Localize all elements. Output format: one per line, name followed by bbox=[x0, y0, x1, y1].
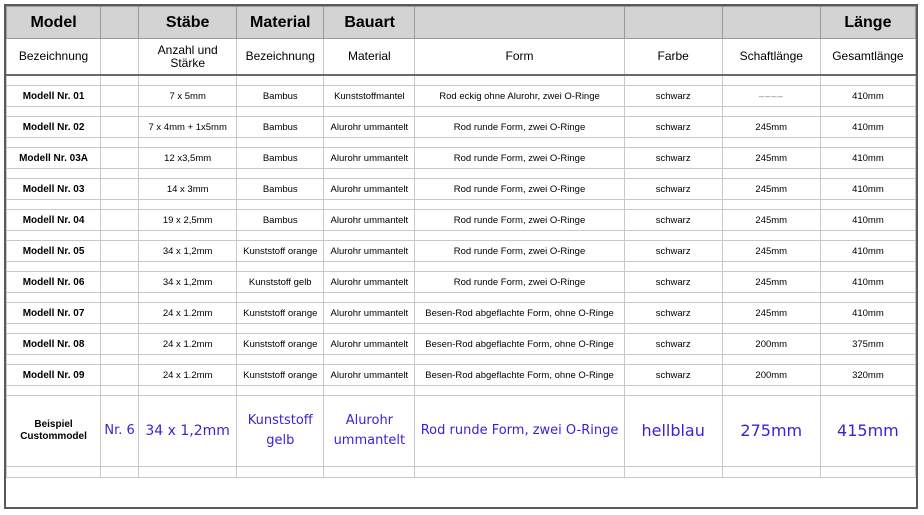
spacer-cell bbox=[324, 169, 415, 179]
cell-schaftlaenge: 200mm bbox=[722, 365, 820, 386]
table-row bbox=[7, 303, 916, 324]
cell-nr bbox=[101, 117, 139, 138]
cell-form: Rod runde Form, zwei O-Ringe bbox=[415, 179, 624, 200]
spacer-cell bbox=[324, 467, 415, 478]
spacer-cell bbox=[101, 386, 139, 396]
cell-bauart: Alurohr ummantelt bbox=[324, 334, 415, 355]
spacer-cell bbox=[7, 169, 101, 179]
table-row bbox=[7, 272, 916, 293]
spacer-cell bbox=[101, 293, 139, 303]
spacer-row bbox=[7, 169, 916, 179]
table-row bbox=[7, 117, 916, 138]
cell-model: Modell Nr. 05 bbox=[7, 241, 101, 262]
spacer-cell bbox=[7, 138, 101, 148]
cell-nr bbox=[101, 210, 139, 231]
cell-material: Kunststoff orange bbox=[237, 365, 324, 386]
spacer-cell bbox=[324, 293, 415, 303]
spacer-cell bbox=[101, 231, 139, 241]
cell-farbe: schwarz bbox=[624, 86, 722, 107]
spacer-cell bbox=[139, 107, 237, 117]
cell-gesamtlaenge: 375mm bbox=[820, 334, 915, 355]
spacer-row bbox=[7, 467, 916, 478]
spacer-cell bbox=[7, 386, 101, 396]
spacer-cell bbox=[101, 467, 139, 478]
spacer-cell bbox=[722, 355, 820, 365]
spacer-cell bbox=[820, 200, 915, 210]
spacer-row bbox=[7, 231, 916, 241]
cell-bauart: Alurohr ummantelt bbox=[324, 210, 415, 231]
spacer-row bbox=[7, 262, 916, 272]
cell-model: Modell Nr. 02 bbox=[7, 117, 101, 138]
spacer-cell bbox=[415, 467, 624, 478]
cell-bauart: Alurohr ummantelt bbox=[324, 117, 415, 138]
cell-gesamtlaenge: 410mm bbox=[820, 272, 915, 293]
cell-bauart: Alurohr ummantelt bbox=[324, 303, 415, 324]
spacer-cell bbox=[324, 231, 415, 241]
cell-staebe: 24 x 1.2mm bbox=[139, 334, 237, 355]
spacer-cell bbox=[101, 262, 139, 272]
spacer-cell bbox=[324, 200, 415, 210]
cell-form: Rod runde Form, zwei O-Ringe bbox=[415, 117, 624, 138]
spacer-cell bbox=[101, 355, 139, 365]
cell-staebe: 7 x 4mm + 1x5mm bbox=[139, 117, 237, 138]
spacer-cell bbox=[820, 355, 915, 365]
cell-schaftlaenge: –––– bbox=[722, 86, 820, 107]
cell-staebe: 34 x 1,2mm bbox=[139, 241, 237, 262]
header-blank-1 bbox=[101, 7, 139, 39]
custom-staebe: 34 x 1,2mm bbox=[139, 396, 237, 467]
spacer-cell bbox=[722, 262, 820, 272]
cell-gesamtlaenge: 320mm bbox=[820, 365, 915, 386]
cell-gesamtlaenge: 410mm bbox=[820, 148, 915, 169]
spacer-cell bbox=[324, 138, 415, 148]
cell-gesamtlaenge: 410mm bbox=[820, 179, 915, 200]
cell-farbe: schwarz bbox=[624, 179, 722, 200]
header-blank-7 bbox=[722, 7, 820, 39]
cell-model: Modell Nr. 07 bbox=[7, 303, 101, 324]
spacer-cell bbox=[237, 467, 324, 478]
spacer-cell bbox=[624, 200, 722, 210]
table-row bbox=[7, 365, 916, 386]
spacer-cell bbox=[722, 324, 820, 334]
cell-material: Bambus bbox=[237, 210, 324, 231]
spacer-cell bbox=[624, 262, 722, 272]
spacer-cell bbox=[237, 107, 324, 117]
spacer-row bbox=[7, 107, 916, 117]
cell-staebe: 14 x 3mm bbox=[139, 179, 237, 200]
spacer-cell bbox=[324, 324, 415, 334]
cell-nr bbox=[101, 148, 139, 169]
cell-farbe: schwarz bbox=[624, 241, 722, 262]
cell-bauart: Alurohr ummantelt bbox=[324, 272, 415, 293]
header-row-columns bbox=[7, 39, 916, 76]
spacer-cell bbox=[7, 262, 101, 272]
spacer-row bbox=[7, 386, 916, 396]
custom-material: Kunststoff gelb bbox=[237, 396, 324, 467]
spacer-cell bbox=[7, 75, 101, 86]
spacer-cell bbox=[722, 169, 820, 179]
spacer-cell bbox=[139, 467, 237, 478]
spacer-cell bbox=[415, 293, 624, 303]
spacer-cell bbox=[7, 467, 101, 478]
cell-bauart: Alurohr ummantelt bbox=[324, 179, 415, 200]
spacer-row bbox=[7, 293, 916, 303]
cell-gesamtlaenge: 410mm bbox=[820, 86, 915, 107]
cell-gesamtlaenge: 410mm bbox=[820, 303, 915, 324]
spacer-cell bbox=[722, 467, 820, 478]
spacer-cell bbox=[624, 324, 722, 334]
cell-form: Besen-Rod abgeflachte Form, ohne O-Ringe bbox=[415, 365, 624, 386]
header-blank-6 bbox=[624, 7, 722, 39]
col-material-bezeichnung: Bezeichnung bbox=[237, 39, 324, 76]
table-row bbox=[7, 334, 916, 355]
custom-schaftlaenge: 275mm bbox=[722, 396, 820, 467]
cell-farbe: schwarz bbox=[624, 272, 722, 293]
table-row bbox=[7, 148, 916, 169]
spacer-cell bbox=[722, 75, 820, 86]
cell-nr bbox=[101, 365, 139, 386]
header-laenge: Länge bbox=[820, 7, 915, 39]
cell-gesamtlaenge: 410mm bbox=[820, 117, 915, 138]
spacer-cell bbox=[624, 138, 722, 148]
cell-model: Modell Nr. 04 bbox=[7, 210, 101, 231]
cell-staebe: 19 x 2,5mm bbox=[139, 210, 237, 231]
spacer-cell bbox=[624, 107, 722, 117]
spacer-cell bbox=[415, 386, 624, 396]
custom-form: Rod runde Form, zwei O-Ringe bbox=[415, 396, 624, 467]
cell-staebe: 7 x 5mm bbox=[139, 86, 237, 107]
cell-model: Modell Nr. 08 bbox=[7, 334, 101, 355]
spacer-cell bbox=[722, 231, 820, 241]
cell-model: Modell Nr. 03 bbox=[7, 179, 101, 200]
cell-material: Bambus bbox=[237, 117, 324, 138]
spacer-cell bbox=[139, 231, 237, 241]
cell-form: Rod runde Form, zwei O-Ringe bbox=[415, 148, 624, 169]
cell-model: Modell Nr. 03A bbox=[7, 148, 101, 169]
spacer-cell bbox=[139, 138, 237, 148]
spacer-cell bbox=[101, 107, 139, 117]
custom-farbe: hellblau bbox=[624, 396, 722, 467]
col-anzahl-staerke: Anzahl und Stärke bbox=[139, 39, 237, 76]
spacer-row bbox=[7, 355, 916, 365]
spacer-cell bbox=[237, 355, 324, 365]
spacer-cell bbox=[415, 75, 624, 86]
custom-nr: Nr. 6 bbox=[101, 396, 139, 467]
cell-bauart: Alurohr ummantelt bbox=[324, 241, 415, 262]
cell-schaftlaenge: 245mm bbox=[722, 272, 820, 293]
cell-nr bbox=[101, 272, 139, 293]
spacer-cell bbox=[237, 293, 324, 303]
spacer-cell bbox=[415, 355, 624, 365]
spacer-cell bbox=[415, 231, 624, 241]
col-schaftlaenge: Schaftlänge bbox=[722, 39, 820, 76]
cell-form: Rod eckig ohne Alurohr, zwei O-Ringe bbox=[415, 86, 624, 107]
spacer-cell bbox=[237, 262, 324, 272]
cell-model: Modell Nr. 01 bbox=[7, 86, 101, 107]
spacer-cell bbox=[324, 355, 415, 365]
spacer-cell bbox=[324, 386, 415, 396]
spacer-cell bbox=[324, 75, 415, 86]
spacer-cell bbox=[415, 107, 624, 117]
col-bezeichnung: Bezeichnung bbox=[7, 39, 101, 76]
spacer-cell bbox=[820, 75, 915, 86]
cell-staebe: 24 x 1.2mm bbox=[139, 365, 237, 386]
spacer-cell bbox=[237, 138, 324, 148]
spacer-cell bbox=[237, 75, 324, 86]
spacer-cell bbox=[820, 467, 915, 478]
spacer-cell bbox=[820, 293, 915, 303]
col-bauart-material: Material bbox=[324, 39, 415, 76]
spacer-cell bbox=[624, 386, 722, 396]
spacer-cell bbox=[7, 355, 101, 365]
cell-schaftlaenge: 245mm bbox=[722, 117, 820, 138]
cell-material: Kunststoff orange bbox=[237, 334, 324, 355]
spacer-cell bbox=[324, 262, 415, 272]
cell-material: Kunststoff orange bbox=[237, 303, 324, 324]
spacer-row bbox=[7, 75, 916, 86]
cell-bauart: Alurohr ummantelt bbox=[324, 365, 415, 386]
spacer-cell bbox=[820, 169, 915, 179]
header-row-groups bbox=[7, 7, 916, 39]
cell-nr bbox=[101, 86, 139, 107]
spacer-cell bbox=[415, 169, 624, 179]
spacer-row bbox=[7, 200, 916, 210]
cell-farbe: schwarz bbox=[624, 148, 722, 169]
cell-schaftlaenge: 245mm bbox=[722, 179, 820, 200]
spacer-cell bbox=[139, 293, 237, 303]
spreadsheet-table bbox=[4, 4, 918, 509]
cell-gesamtlaenge: 410mm bbox=[820, 210, 915, 231]
spacer-cell bbox=[820, 107, 915, 117]
cell-nr bbox=[101, 241, 139, 262]
spacer-cell bbox=[7, 200, 101, 210]
spacer-cell bbox=[820, 386, 915, 396]
header-material: Material bbox=[237, 7, 324, 39]
cell-material: Kunststoff orange bbox=[237, 241, 324, 262]
cell-form: Besen-Rod abgeflachte Form, ohne O-Ringe bbox=[415, 303, 624, 324]
spacer-cell bbox=[7, 107, 101, 117]
spacer-cell bbox=[820, 262, 915, 272]
spacer-cell bbox=[101, 75, 139, 86]
table-row bbox=[7, 179, 916, 200]
spacer-row bbox=[7, 138, 916, 148]
table-row bbox=[7, 210, 916, 231]
spacer-cell bbox=[139, 200, 237, 210]
cell-schaftlaenge: 245mm bbox=[722, 303, 820, 324]
cell-nr bbox=[101, 179, 139, 200]
spacer-cell bbox=[237, 169, 324, 179]
cell-staebe: 12 x3,5mm bbox=[139, 148, 237, 169]
col-farbe: Farbe bbox=[624, 39, 722, 76]
header-staebe: Stäbe bbox=[139, 7, 237, 39]
cell-material: Bambus bbox=[237, 179, 324, 200]
spacer-cell bbox=[139, 75, 237, 86]
cell-bauart: Kunststoffmantel bbox=[324, 86, 415, 107]
spacer-cell bbox=[722, 293, 820, 303]
spacer-cell bbox=[415, 262, 624, 272]
header-bauart: Bauart bbox=[324, 7, 415, 39]
spacer-cell bbox=[415, 324, 624, 334]
cell-form: Rod runde Form, zwei O-Ringe bbox=[415, 272, 624, 293]
cell-staebe: 24 x 1.2mm bbox=[139, 303, 237, 324]
col-blank bbox=[101, 39, 139, 76]
cell-form: Rod runde Form, zwei O-Ringe bbox=[415, 241, 624, 262]
cell-schaftlaenge: 245mm bbox=[722, 210, 820, 231]
custom-name: Beispiel Custommodel bbox=[7, 396, 101, 467]
spacer-cell bbox=[139, 386, 237, 396]
spacer-cell bbox=[722, 138, 820, 148]
spacer-cell bbox=[101, 138, 139, 148]
table-row bbox=[7, 86, 916, 107]
custom-gesamtlaenge: 415mm bbox=[820, 396, 915, 467]
cell-bauart: Alurohr ummantelt bbox=[324, 148, 415, 169]
cell-schaftlaenge: 245mm bbox=[722, 241, 820, 262]
custom-model-row bbox=[7, 396, 916, 467]
cell-material: Bambus bbox=[237, 86, 324, 107]
spacer-cell bbox=[139, 324, 237, 334]
spacer-cell bbox=[722, 107, 820, 117]
spacer-cell bbox=[139, 169, 237, 179]
spacer-cell bbox=[722, 386, 820, 396]
cell-model: Modell Nr. 09 bbox=[7, 365, 101, 386]
table-row bbox=[7, 241, 916, 262]
cell-form: Rod runde Form, zwei O-Ringe bbox=[415, 210, 624, 231]
spacer-cell bbox=[624, 467, 722, 478]
spacer-cell bbox=[101, 324, 139, 334]
cell-schaftlaenge: 200mm bbox=[722, 334, 820, 355]
cell-farbe: schwarz bbox=[624, 365, 722, 386]
spacer-cell bbox=[324, 107, 415, 117]
cell-staebe: 34 x 1,2mm bbox=[139, 272, 237, 293]
spacer-row bbox=[7, 324, 916, 334]
cell-farbe: schwarz bbox=[624, 303, 722, 324]
cell-schaftlaenge: 245mm bbox=[722, 148, 820, 169]
header-model: Model bbox=[7, 7, 101, 39]
spacer-cell bbox=[722, 200, 820, 210]
spacer-cell bbox=[237, 386, 324, 396]
spacer-cell bbox=[820, 138, 915, 148]
spacer-cell bbox=[139, 355, 237, 365]
cell-form: Besen-Rod abgeflachte Form, ohne O-Ringe bbox=[415, 334, 624, 355]
spacer-cell bbox=[820, 324, 915, 334]
cell-nr bbox=[101, 334, 139, 355]
header-blank-5 bbox=[415, 7, 624, 39]
cell-farbe: schwarz bbox=[624, 334, 722, 355]
cell-farbe: schwarz bbox=[624, 117, 722, 138]
spacer-cell bbox=[237, 200, 324, 210]
spacer-cell bbox=[820, 231, 915, 241]
cell-material: Kunststoff gelb bbox=[237, 272, 324, 293]
spacer-cell bbox=[415, 200, 624, 210]
spacer-cell bbox=[624, 75, 722, 86]
cell-model: Modell Nr. 06 bbox=[7, 272, 101, 293]
spacer-cell bbox=[237, 231, 324, 241]
spacer-cell bbox=[237, 324, 324, 334]
spacer-cell bbox=[139, 262, 237, 272]
spacer-cell bbox=[624, 355, 722, 365]
spacer-cell bbox=[624, 231, 722, 241]
col-form: Form bbox=[415, 39, 624, 76]
spacer-cell bbox=[101, 200, 139, 210]
cell-nr bbox=[101, 303, 139, 324]
spacer-cell bbox=[7, 231, 101, 241]
spacer-cell bbox=[624, 293, 722, 303]
spacer-cell bbox=[415, 138, 624, 148]
spacer-cell bbox=[101, 169, 139, 179]
model-table bbox=[6, 6, 916, 478]
cell-farbe: schwarz bbox=[624, 210, 722, 231]
cell-material: Bambus bbox=[237, 148, 324, 169]
cell-gesamtlaenge: 410mm bbox=[820, 241, 915, 262]
spacer-cell bbox=[7, 324, 101, 334]
custom-bauart: Alurohr ummantelt bbox=[324, 396, 415, 467]
spacer-cell bbox=[7, 293, 101, 303]
spacer-cell bbox=[624, 169, 722, 179]
col-gesamtlaenge: Gesamtlänge bbox=[820, 39, 915, 76]
